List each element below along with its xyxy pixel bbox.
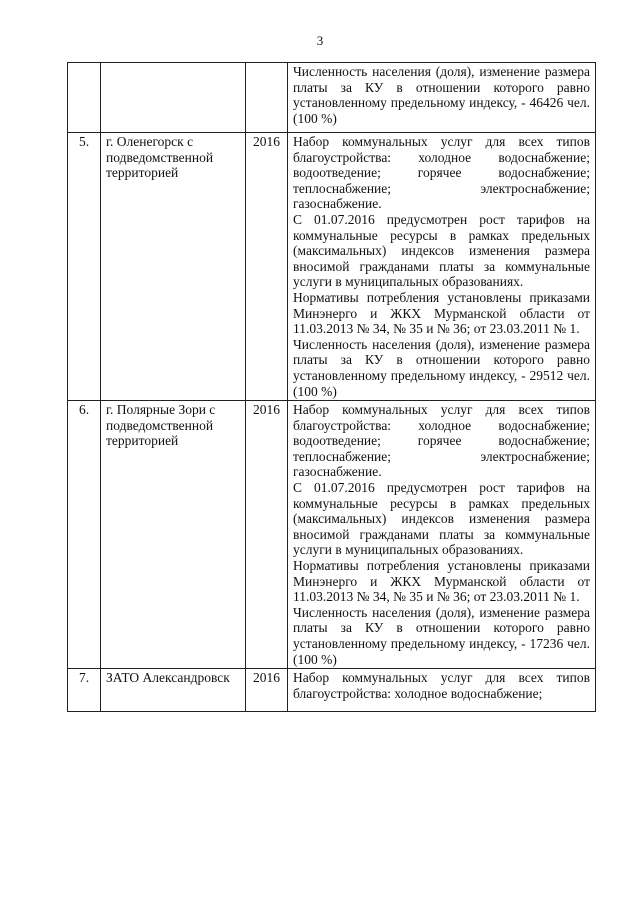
municipality-name: г. Оленегорск с подведомственной территорией: [101, 133, 246, 401]
population-paragraph: Численность населения (доля), изменение размера платы за КУ в отношении которого равно установленному предельному индексу, - 29512 чел. (100 %): [293, 336, 590, 399]
row-number: 7.: [68, 669, 101, 712]
row-description: [288, 401, 596, 669]
page-number: 3: [316, 33, 324, 48]
row-description: [288, 669, 596, 712]
row-description: [288, 63, 596, 133]
tariff-paragraph: С 01.07.2016 предусмотрен рост тарифов на коммунальные ресурсы в рамках предельных (максимальных) индексов изменения размера вносимой гражданами платы за коммунальные услуги в муниципальных образованиях.: [293, 211, 590, 290]
municipality-name: [101, 63, 246, 133]
municipality-name: ЗАТО Александровск: [101, 669, 246, 712]
table-row: [68, 133, 596, 401]
norms-paragraph: Нормативы потребления установлены приказами Минэнерго и ЖКХ Мурманской области от 11.03.2013 № 34, № 35 и № 36; от 23.03.2011 № 1.: [293, 558, 590, 605]
row-year: 2016: [246, 133, 288, 401]
population-paragraph: Численность населения (доля), изменение размера платы за КУ в отношении которого равно установленному предельному индексу, - 17236 чел. (100 %): [293, 604, 590, 667]
row-description: [288, 133, 596, 401]
municipality-name: г. Полярные Зори с подведомственной территорией: [101, 401, 246, 669]
norms-paragraph: Нормативы потребления установлены приказами Минэнерго и ЖКХ Мурманской области от 11.03.2013 № 34, № 35 и № 36; от 23.03.2011 № 1.: [293, 289, 590, 337]
row-year: 2016: [246, 669, 288, 712]
row-year: 2016: [246, 401, 288, 669]
row-number: 6.: [68, 401, 101, 669]
row-number: 5.: [68, 133, 101, 401]
services-paragraph: Набор коммунальных услуг для всех типов благоустройства: холодное водоснабжение; водоотведение; горячее водоснабжение; теплоснабжение; электроснабжение; газоснабжение.: [293, 134, 590, 212]
tariff-paragraph: С 01.07.2016 предусмотрен рост тарифов на коммунальные ресурсы в рамках предельных (максимальных) индексов изменения размера вносимой гражданами платы за коммунальные услуги в муниципальных образованиях.: [293, 480, 590, 558]
table-row: [68, 63, 596, 133]
row-year: [246, 63, 288, 133]
table-row: [68, 669, 596, 712]
services-paragraph: Набор коммунальных услуг для всех типов благоустройства: холодное водоснабжение;: [293, 670, 590, 701]
tariff-table: [67, 62, 596, 712]
table-row: [68, 401, 596, 669]
row-number: [68, 63, 101, 133]
population-paragraph: Численность населения (доля), изменение размера платы за КУ в отношении которого равно установленному предельному индексу, - 46426 чел. (100 %): [293, 64, 590, 126]
services-paragraph: Набор коммунальных услуг для всех типов благоустройства: холодное водоснабжение; водоотведение; горячее водоснабжение; теплоснабжение; электроснабжение; газоснабжение.: [293, 402, 590, 480]
